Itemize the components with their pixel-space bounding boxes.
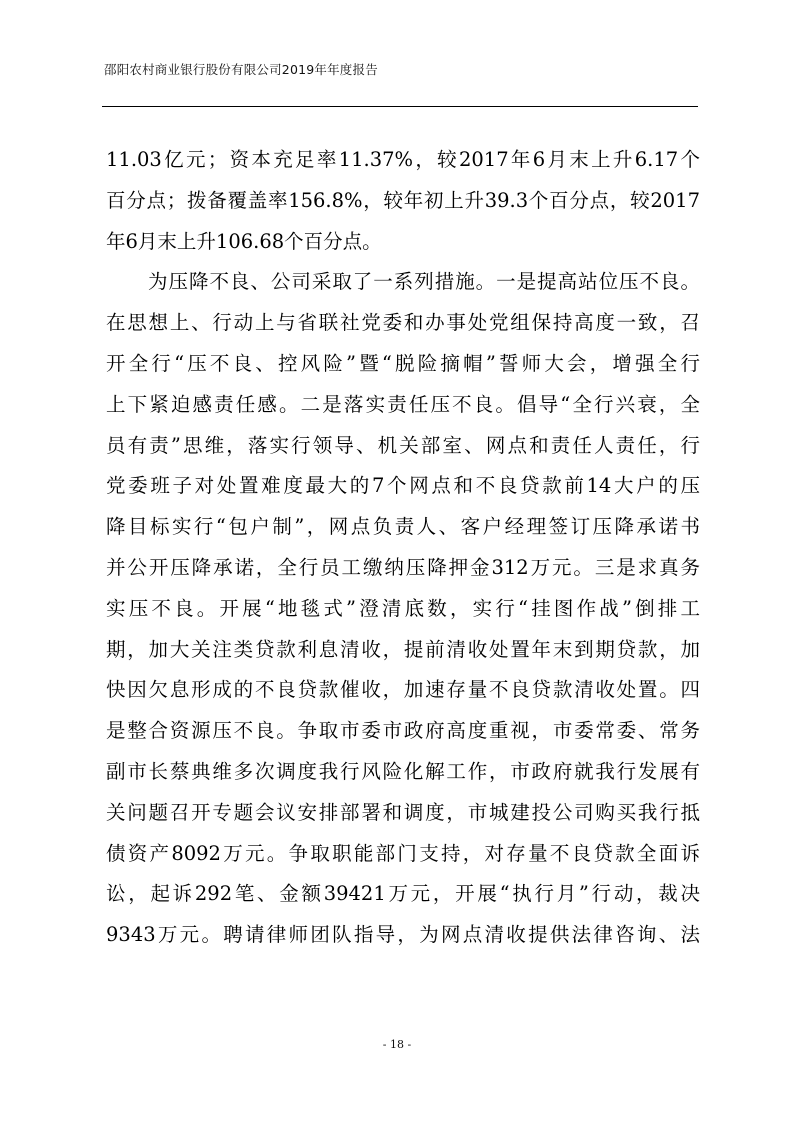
text-line: 关问题召开专题会议安排部署和调度，市城建投公司购买我行抵 — [106, 800, 700, 824]
text-line: 开全行“压不良、控风险”暨“脱险摘帽”誓师大会，增强全行 — [106, 351, 700, 375]
text-line: 员有责”思维，落实行领导、机关部室、网点和责任人责任，行 — [106, 433, 700, 457]
text-line: 9343万元。聘请律师团队指导，为网点清收提供法律咨询、法 — [106, 923, 700, 947]
paragraph-2 — [106, 262, 700, 956]
text-line: 期，加大关注类贷款利息清收，提前清收处置年末到期贷款，加 — [106, 637, 700, 661]
text-line: 百分点；拨备覆盖率156.8%，较年初上升39.3个百分点，较2017 — [106, 188, 700, 212]
text-line: 副市长蔡典维多次调度我行风险化解工作，市政府就我行发展有 — [106, 759, 700, 783]
text-line: 上下紧迫感责任感。二是落实责任压不良。倡导“全行兴衰，全 — [106, 392, 700, 416]
text-line: 债资产8092万元。争取职能部门支持，对存量不良贷款全面诉 — [106, 841, 700, 865]
text-line: 是整合资源压不良。争取市委市政府高度重视，市委常委、常务 — [106, 719, 700, 743]
text-line: 在思想上、行动上与省联社党委和办事处党组保持高度一致，召 — [106, 311, 700, 335]
header-divider — [102, 106, 698, 107]
body-text — [106, 140, 700, 956]
text-line: 讼，起诉292笔、金额39421万元，开展“执行月”行动，裁决 — [106, 882, 700, 906]
text-line: 为压降不良、公司采取了一系列措施。一是提高站位压不良。 — [148, 270, 700, 294]
paragraph-1 — [106, 140, 700, 262]
text-line: 降目标实行“包户制”，网点负责人、客户经理签订压降承诺书 — [106, 515, 700, 539]
report-header-title: 邵阳农村商业银行股份有限公司2019年年度报告 — [104, 62, 378, 77]
page-number: - 18 - — [382, 1038, 412, 1051]
text-line: 年6月末上升106.68个百分点。 — [106, 229, 382, 253]
text-line: 实压不良。开展“地毯式”澄清底数，实行“挂图作战”倒排工 — [106, 596, 700, 620]
text-line: 党委班子对处置难度最大的7个网点和不良贷款前14大户的压 — [106, 474, 700, 498]
text-line: 并公开压降承诺，全行员工缴纳压降押金312万元。三是求真务 — [106, 555, 700, 579]
text-line: 快因欠息形成的不良贷款催收，加速存量不良贷款清收处置。四 — [106, 678, 700, 702]
text-line: 11.03亿元；资本充足率11.37%，较2017年6月末上升6.17个 — [106, 148, 700, 171]
